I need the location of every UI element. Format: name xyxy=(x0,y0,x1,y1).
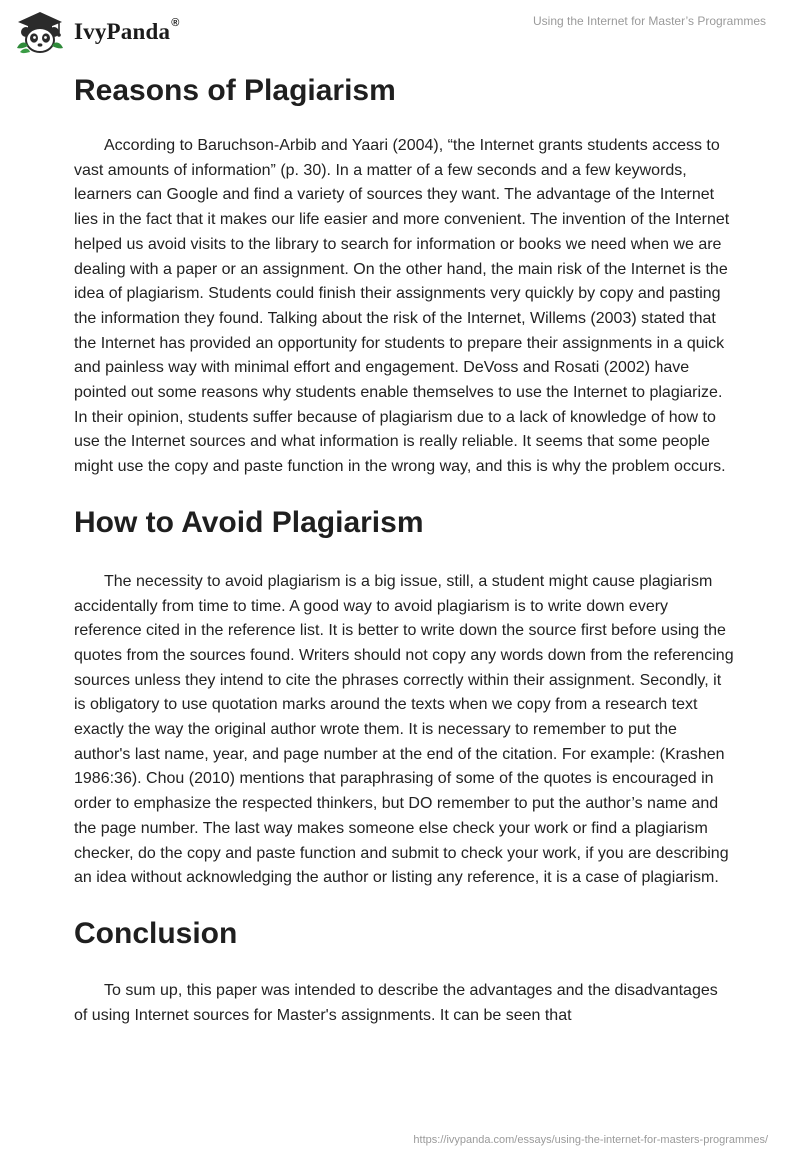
ivypanda-logo[interactable] xyxy=(14,8,180,56)
section-heading-reasons: Reasons of Plagiarism xyxy=(74,74,396,107)
section-paragraph-reasons: According to Baruchson-Arbib and Yaari (2004), “the Internet grants students access to vast amounts of information” (p. 30). In a matter of a few seconds and a few keywords, learners can Google and find a variety of sources they want. The advantage of the Internet lies in the fact that it makes our life easier and more convenient. The invention of the Internet helped us avoid visits to the library to search for information or books we need when we are dealing with a paper or an assignment. On the other hand, the main risk of the Internet is the idea of plagiarism. Students could finish their assignments very quickly by copy and pasting the information they found. Talking about the risk of the Internet, Willems (2003) stated that the Internet has provided an opportunity for students to prepare their assignments in a quick and painless way with minimal effort and engagement. DeVoss and Rosati (2002) have pointed out some reasons why students enable themselves to use the Internet to plagiarize. In their opinion, students suffer because of plagiarism due to a lack of knowledge of how to use the Internet sources and what information is really reliable. It seems that some people might use the copy and paste function in the wrong way, and this is why the problem occurs. xyxy=(74,137,730,476)
registered-mark: ® xyxy=(171,17,180,29)
section-heading-avoid: How to Avoid Plagiarism xyxy=(74,505,424,539)
page-header xyxy=(0,0,800,70)
logo-text: IvyPanda xyxy=(74,19,171,44)
section-paragraph-avoid: The necessity to avoid plagiarism is a big issue, still, a student might cause plagiarism accidentally from time to time. A good way to avoid plagiarism is to write down every reference cited in the reference list. It is better to write down the source first before using the quotes from the sources found. Writers should not copy any words down from the referencing sources unless they intend to cite the phrases correctly within their assignment. Secondly, it is obligatory to use quotation marks around the texts when we copy from a research text exactly the way the original author wrote them. It is necessary to remember to put the author's last name, year, and page number at the end of the citation. For example: (Krashen 1986:36). Chou (2010) mentions that paraphrasing of some of the quotes is encouraged in order to emphasize the respected thinkers, but DO remember to put the author’s name and the page number. The last way makes someone else check your work or find a plagiarism checker, do the copy and paste function and submit to check your work, if you are describing an idea without acknowledging the author or listing any reference, it is a case of plagiarism. xyxy=(74,572,734,887)
panda-graduation-cap-icon xyxy=(14,8,66,56)
essay-content xyxy=(74,70,734,1028)
document-title: Using the Internet for Master’s Programmes xyxy=(533,14,766,28)
source-url[interactable]: https://ivypanda.com/essays/using-the-internet-for-masters-programmes/ xyxy=(413,1134,768,1146)
section-heading-conclusion: Conclusion xyxy=(74,916,238,950)
logo-wordmark xyxy=(74,19,180,45)
section-paragraph-conclusion: To sum up, this paper was intended to describe the advantages and the disadvantages of using Internet sources for Master's assignments. It can be seen that xyxy=(74,981,718,1024)
